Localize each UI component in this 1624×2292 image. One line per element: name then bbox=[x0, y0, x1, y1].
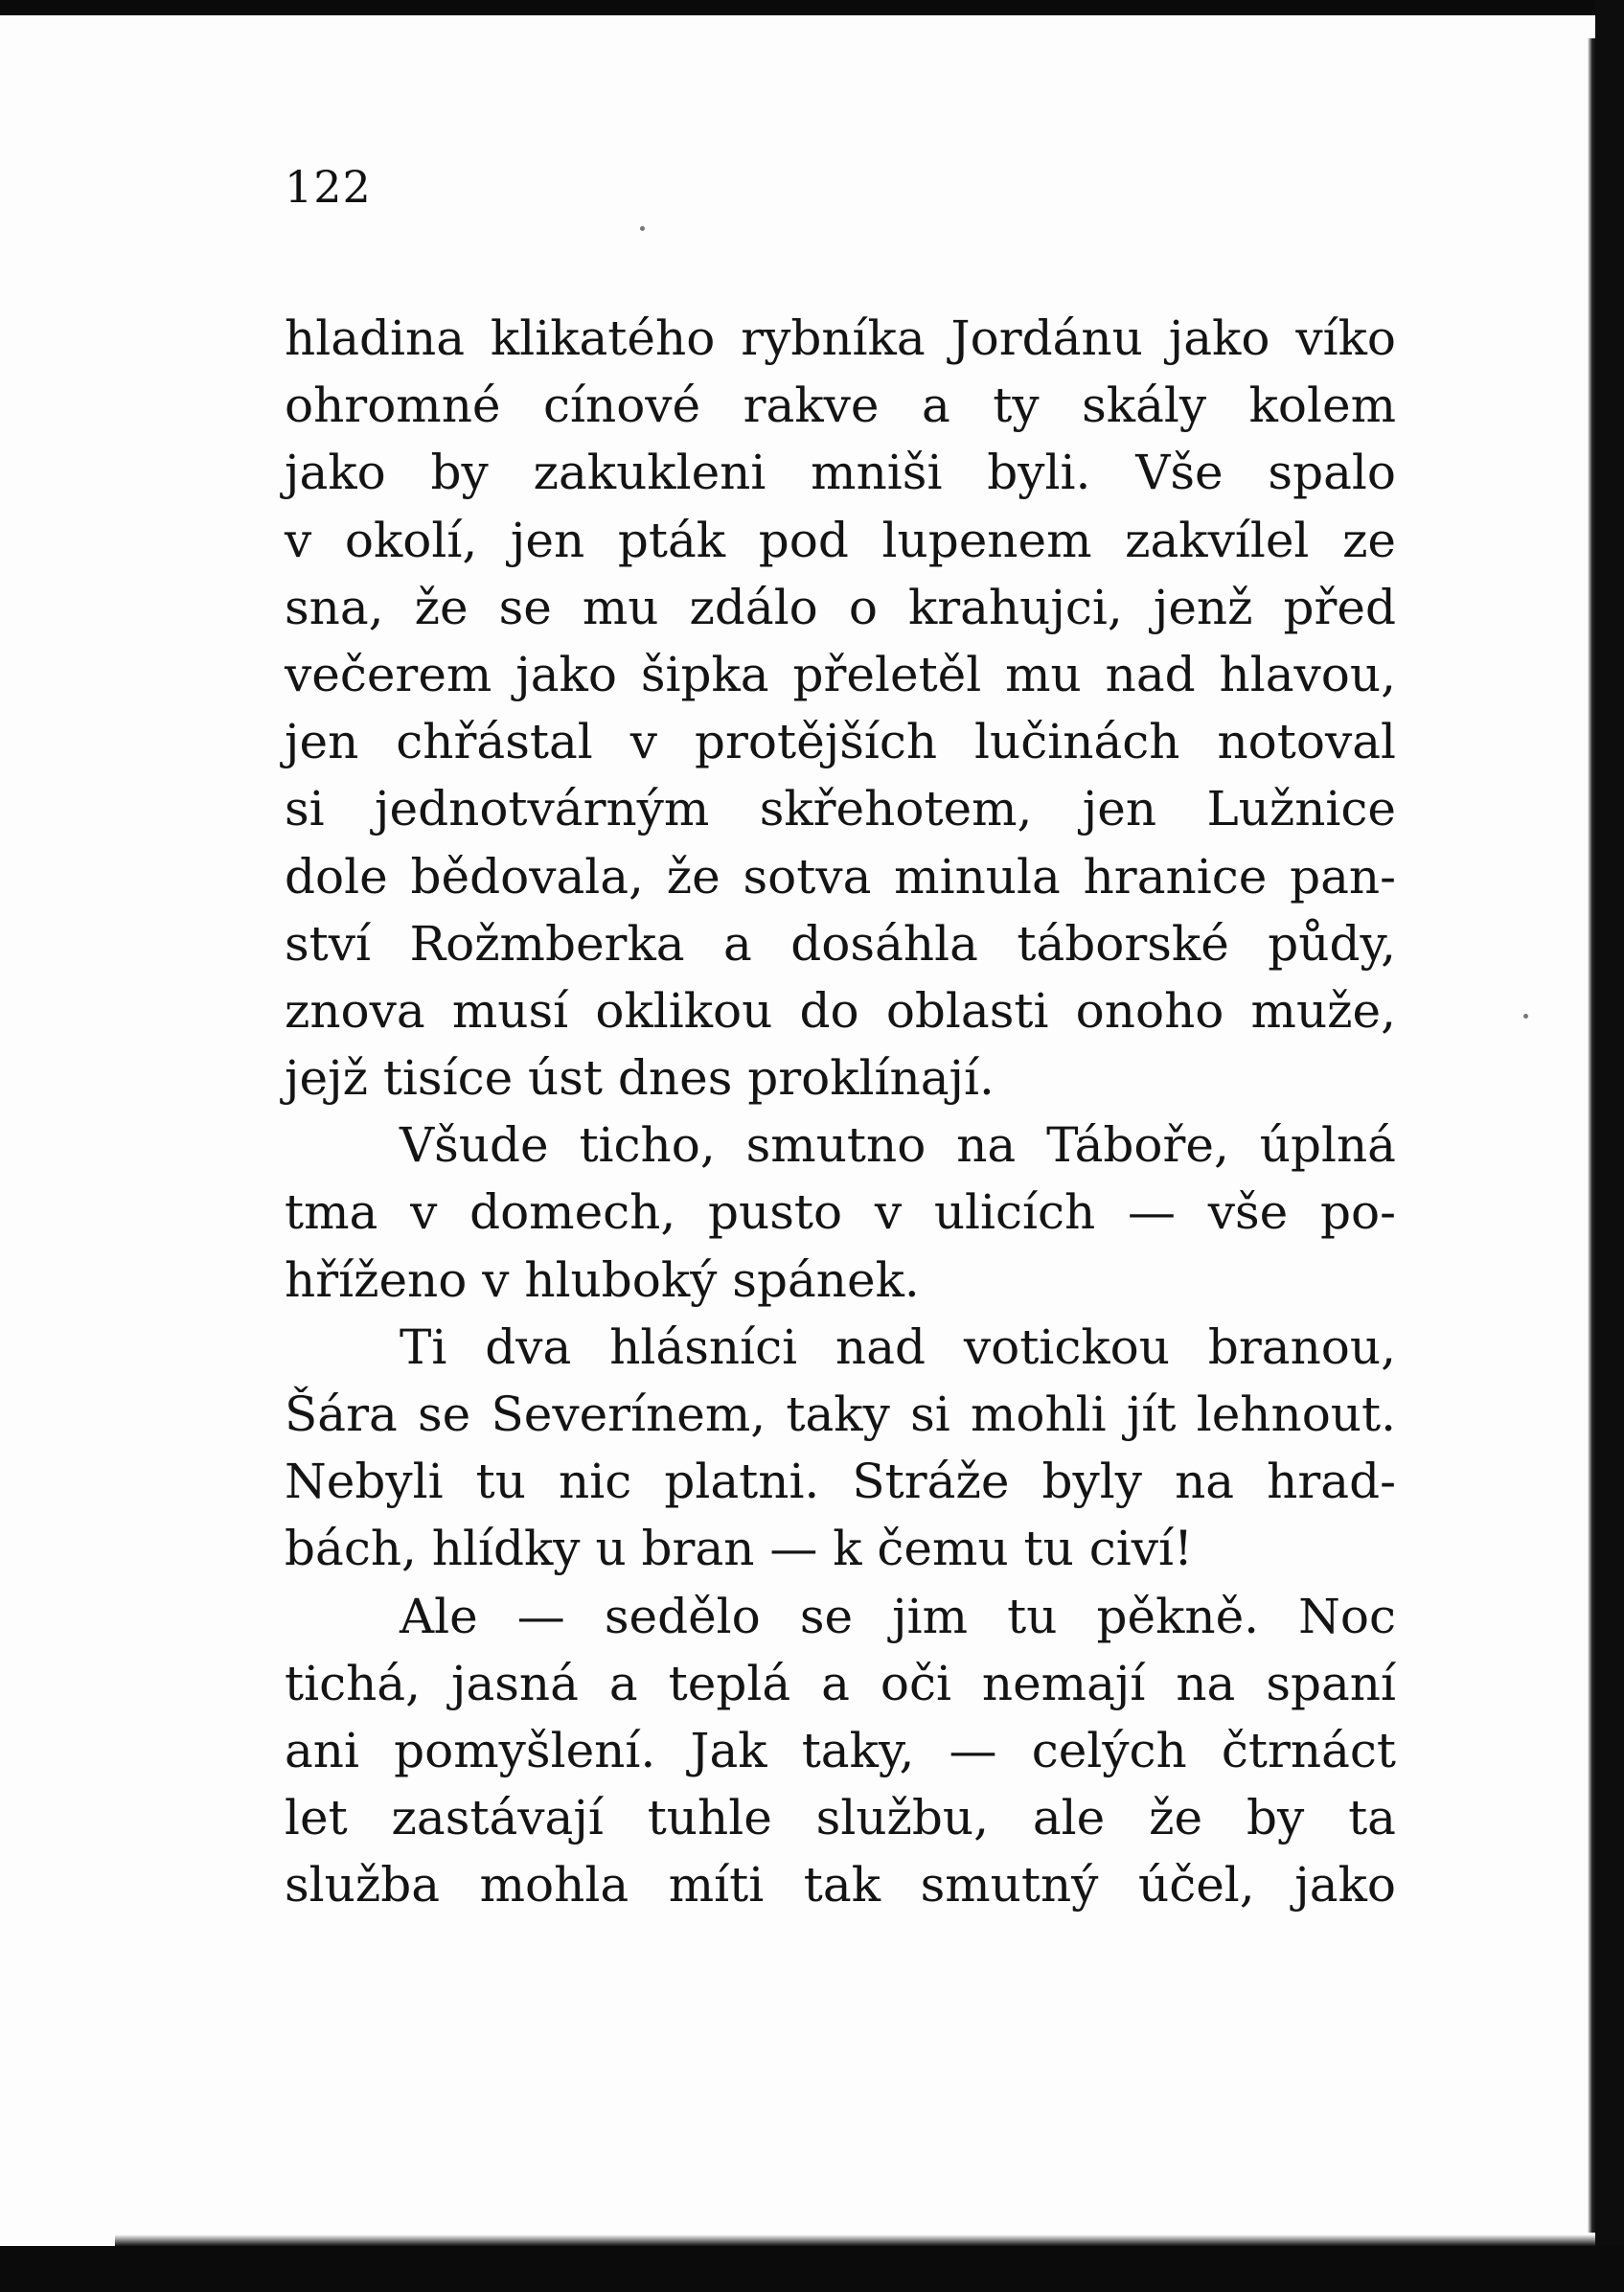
text-line: jen chřástal v protějších lučinách notoval bbox=[285, 714, 1396, 770]
text-line: tichá, jasná a teplá a oči nemají na spaní bbox=[285, 1655, 1396, 1711]
text-line: jejž tisíce úst dnes proklínají. bbox=[285, 1050, 995, 1107]
text-line: Nebyli tu nic platni. Stráže byly na hrad- bbox=[285, 1454, 1396, 1510]
text-line: večerem jako šipka přeletěl mu nad hlavou, bbox=[285, 646, 1396, 702]
text-line: dole bědovala, že sotva minula hranice pan- bbox=[285, 848, 1396, 905]
scan-border-bottom bbox=[0, 2246, 1624, 2292]
text-line: ohromné cínové rakve a ty skály kolem bbox=[285, 378, 1396, 434]
body-text bbox=[285, 305, 1396, 1919]
text-line: sna, že se mu zdálo o krahujci, jenž před bbox=[285, 579, 1396, 635]
text-line: Šára se Severínem, taky si mohli jít lehnout. bbox=[285, 1387, 1396, 1442]
text-line: Všude ticho, smutno na Táboře, úplná bbox=[400, 1117, 1396, 1174]
text-line: si jednotvárným skřehotem, jen Lužnice bbox=[285, 781, 1396, 837]
text-line: jako by zakukleni mniši byli. Vše spalo bbox=[285, 445, 1396, 501]
text-line: bách, hlídky u bran — k čemu tu civí! bbox=[285, 1521, 1194, 1577]
text-line: v okolí, jen pták pod lupenem zakvílel ze bbox=[285, 512, 1396, 568]
page-edge-shadow bbox=[1588, 38, 1595, 2233]
page-bottom-edge-shadow bbox=[115, 2235, 1595, 2246]
text-line: Ale — sedělo se jim tu pěkně. Noc bbox=[400, 1588, 1396, 1644]
text-line: let zastávají tuhle službu, ale že by ta bbox=[285, 1790, 1396, 1846]
text-line: znova musí oklikou do oblasti onoho muže, bbox=[285, 982, 1396, 1039]
scan-speck bbox=[1523, 1014, 1528, 1019]
scan-border-right bbox=[1595, 0, 1624, 2292]
text-line: ství Rožmberka a dosáhla táborské půdy, bbox=[285, 915, 1396, 972]
scan-speck bbox=[640, 226, 645, 231]
text-line: tma v domech, pusto v ulicích — vše po- bbox=[285, 1184, 1396, 1241]
text-line: Ti dva hlásníci nad votickou branou, bbox=[400, 1318, 1396, 1375]
text-line: služba mohla míti tak smutný účel, jako bbox=[285, 1857, 1396, 1914]
page-number: 122 bbox=[285, 161, 372, 213]
text-line: hříženo v hluboký spánek. bbox=[285, 1251, 920, 1308]
text-line: hladina klikatého rybníka Jordánu jako víko bbox=[285, 310, 1396, 366]
scan-border-top bbox=[0, 0, 1624, 15]
text-line: ani pomyšlení. Jak taky, — celých čtrnáct bbox=[285, 1722, 1396, 1778]
